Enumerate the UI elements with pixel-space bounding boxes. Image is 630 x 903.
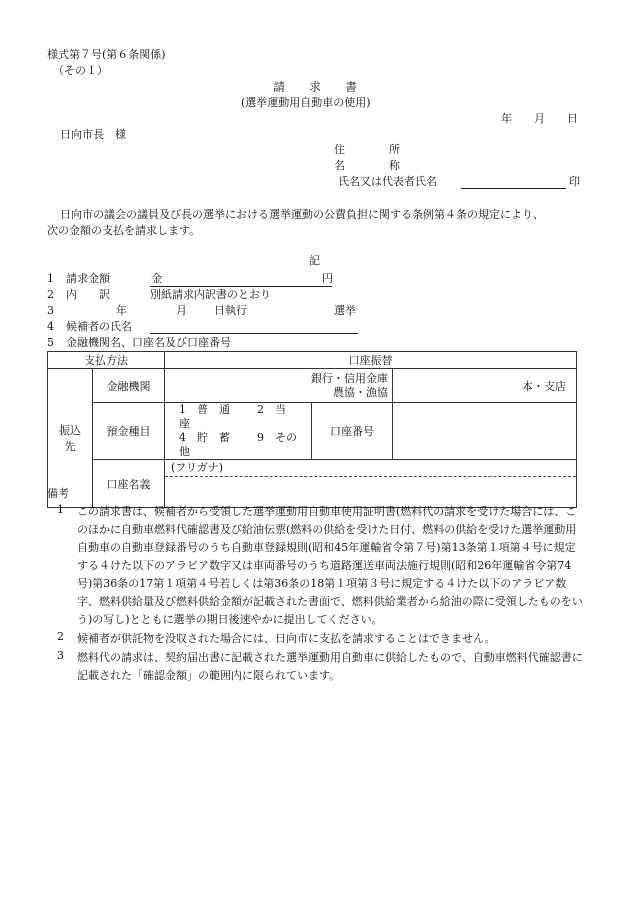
ki-heading: 記 — [309, 254, 320, 267]
form-sub-number: （その１） — [53, 64, 108, 77]
item-3-month: 月 — [176, 304, 187, 317]
deposit-type-label: 預金種目 — [93, 403, 165, 460]
branch-field[interactable] — [393, 369, 577, 403]
item-1-prefix: 金 — [151, 272, 162, 285]
bank-account-table — [47, 351, 577, 508]
institution-label: 金融機関 — [93, 369, 165, 403]
institution-field[interactable] — [165, 369, 393, 403]
item-3-suffix: 選挙 — [334, 304, 356, 317]
note-number: 3 — [57, 649, 64, 662]
furigana-label: (フリガナ) — [165, 460, 576, 477]
note-text: この請求書は、候補者から受領した選挙運動用自動車使用証明書(燃料代の請求を受けた場合には、このほかに自動車燃料代確認書及び給油伝票(燃料の供給を受けた日付、燃料の供給を受けた選挙運動用自動車の自動車登録番号のうち自動車登録規則(昭和45年運輸省令第７号)第13条第１項第４号に規定する４けた以下のアラビア数字又は車両番号のうち道路運送車両法施行規則(昭和26年運輸省令第74号)第36条の17第１項第４号若しくは第36条の18第１項第３号に規定する４けた以下のアラビア数字、燃料供給量及び燃料供給金額が記載された書面で、燃料供給業者から給油の際に受領したものをいう)の写し)とともに選挙の期日後速やかに提出してください。 — [77, 505, 583, 626]
account-name-label: 口座名義 — [93, 460, 165, 508]
item-1-number: 1 — [47, 272, 54, 285]
page-subtitle: (選挙運動用自動車の使用) — [241, 96, 371, 109]
form-number: 様式第７号(第６条関係) — [47, 48, 166, 61]
name-label: 名 称 — [334, 159, 400, 172]
representative-label: 氏名又は代表者氏名 — [338, 175, 437, 188]
page-title: 請 求 書 — [273, 80, 358, 94]
item-2-value: 別紙請求内訳書のとおり — [150, 288, 271, 301]
date-line: 年 月 日 — [501, 112, 578, 125]
account-number-field[interactable] — [393, 403, 577, 460]
note-number: 2 — [57, 630, 64, 643]
item-3-day: 日執行 — [214, 304, 247, 317]
note-item — [47, 630, 587, 648]
item-1-label: 請求金額 — [66, 272, 110, 285]
candidate-name-field[interactable] — [150, 320, 358, 334]
note-number: 1 — [57, 503, 64, 516]
item-5-label: 金融機関名、口座名及び口座番号 — [66, 336, 231, 349]
account-number-label: 口座番号 — [312, 403, 393, 460]
body-text-line-1: 日向市の議会の議員及び長の選挙における選挙運動の公費負担に関する条例第４条の規定により、 — [60, 208, 544, 221]
deposit-option-2[interactable]: 2 当 座 — [179, 403, 297, 430]
branch-types: 本・支店 — [522, 379, 566, 393]
item-4-number: 4 — [47, 320, 54, 333]
bank-types-line-1: 銀行・信用金庫 — [311, 371, 388, 385]
note-text: 燃料代の請求は、契約届出書に記載された選挙運動用自動車に供給したもので、自動車燃料代確認書に記載された「確認金額」の範囲内に限られています。 — [77, 651, 583, 682]
item-2-number: 2 — [47, 288, 54, 301]
item-4-label: 候補者の氏名 — [66, 320, 132, 333]
notes-title: 備考 — [47, 487, 69, 500]
deposit-option-4[interactable]: 4 貯 蓄 — [179, 431, 230, 444]
note-item — [47, 503, 587, 629]
address-label: 住 所 — [334, 143, 400, 156]
deposit-type-options[interactable] — [165, 403, 312, 460]
transfer-label-line-1: 振込 — [59, 424, 81, 437]
note-text: 候補者が供託物を没収された場合には、日向市に支払を請求することはできません。 — [77, 632, 496, 645]
item-3-number: 3 — [47, 304, 54, 317]
claim-amount-field[interactable] — [150, 272, 332, 287]
deposit-option-1[interactable]: 1 普 通 — [179, 403, 230, 416]
representative-field[interactable] — [461, 175, 566, 189]
payment-method-value: 口座振替 — [165, 352, 577, 369]
item-5-number: 5 — [47, 336, 54, 349]
body-text-line-2: 次の金額の支払を請求します。 — [47, 224, 201, 237]
seal-mark: 印 — [569, 175, 580, 188]
item-3-year: 年 — [116, 304, 127, 317]
notes-section — [47, 486, 587, 685]
item-2-label: 内 訳 — [66, 288, 110, 301]
item-1-unit: 円 — [322, 272, 333, 285]
note-item — [47, 649, 587, 685]
bank-types-line-2: 農協・漁協 — [333, 385, 388, 399]
addressee: 日向市長 様 — [60, 128, 126, 141]
deposit-option-9[interactable]: 9 その他 — [179, 431, 297, 458]
transfer-label-line-2: 先 — [64, 440, 76, 453]
payment-method-label: 支払方法 — [48, 352, 165, 369]
